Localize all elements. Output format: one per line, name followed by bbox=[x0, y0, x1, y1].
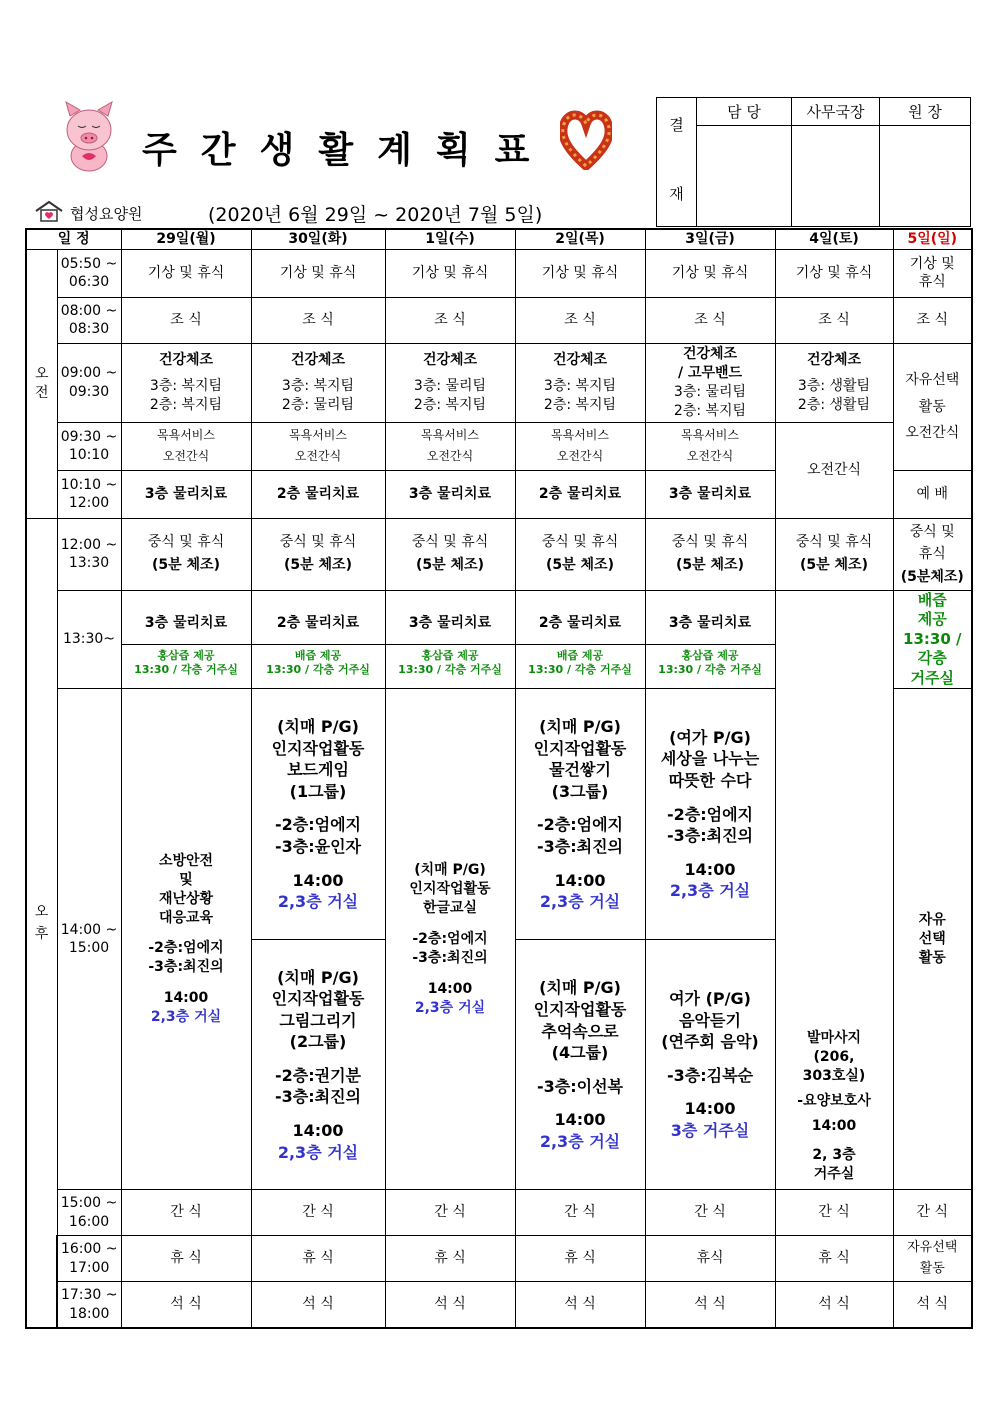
facility-name: 협성요양원 bbox=[70, 205, 143, 223]
dinner-cell: 석 식 bbox=[645, 1282, 775, 1328]
time-end: 15:00 bbox=[68, 940, 110, 957]
approval-label bbox=[657, 98, 697, 227]
place-label: 2,3층 거실 bbox=[277, 1142, 359, 1162]
place-label: 2,3층 거실 bbox=[150, 1009, 222, 1026]
dinner-cell: 석 식 bbox=[121, 1282, 251, 1328]
text-line: 자유선택 bbox=[907, 1240, 958, 1256]
drink-place: 13:30 / 각층 거주실 bbox=[658, 663, 762, 677]
text-line: 보드게임 bbox=[287, 760, 349, 780]
team-line: 2층: 복지팀 bbox=[543, 397, 617, 414]
text-line: -2층:엄에지 bbox=[537, 815, 623, 835]
text-line: -2층:엄에지 bbox=[275, 815, 361, 835]
bath-snack-cell bbox=[515, 422, 645, 470]
text-line: 인지작업활동 bbox=[409, 881, 491, 898]
time-start: 17:30 ~ bbox=[60, 1286, 118, 1303]
text-line: (연주회 음악) bbox=[661, 1032, 759, 1052]
snack-cell: 간 식 bbox=[121, 1190, 251, 1236]
text-line: -2층:엄에지 bbox=[148, 940, 224, 957]
text-line: 중식 및 bbox=[909, 523, 955, 540]
sign-staff[interactable] bbox=[697, 126, 792, 227]
time-start: 09:00 ~ bbox=[60, 365, 118, 381]
therapy-drink-cell bbox=[251, 590, 385, 689]
bath-label: 목욕서비스 bbox=[421, 427, 479, 442]
text-line: 14:00 bbox=[427, 980, 473, 997]
text-line: 14:00 bbox=[292, 870, 344, 890]
text-line bbox=[776, 1136, 893, 1146]
time-end: 08:30 bbox=[68, 321, 110, 338]
drink-label: 홍삼즙 제공 bbox=[421, 648, 479, 662]
dinner-cell: 석 식 bbox=[385, 1282, 515, 1328]
lunch-exercise: (5분 체조) bbox=[800, 557, 868, 574]
text-line: 그림그리기 bbox=[279, 1010, 357, 1030]
time-slot bbox=[57, 689, 121, 1190]
bath-snack-cell bbox=[645, 422, 775, 470]
team-line: 3층: 생활팀 bbox=[797, 378, 871, 395]
day-header: 30일(화) bbox=[251, 229, 385, 249]
exercise-label: 건강체조 bbox=[290, 351, 346, 368]
time-end: 06:30 bbox=[68, 274, 110, 291]
tue-program-cell bbox=[251, 689, 385, 1190]
text-line: 거주실 bbox=[813, 1165, 855, 1182]
team-line: 2층: 생활팀 bbox=[797, 397, 871, 414]
approval-box bbox=[656, 97, 971, 227]
breakfast-cell: 조 식 bbox=[775, 297, 893, 343]
time-end: 17:00 bbox=[69, 1259, 110, 1276]
text-line: 한글교실 bbox=[422, 900, 478, 917]
lunch-exercise: (5분 체조) bbox=[284, 557, 352, 574]
lunch-cell bbox=[645, 518, 775, 590]
therapy-cell: 3층 물리치료 bbox=[385, 470, 515, 518]
drink-label: 홍삼즙 제공 bbox=[681, 648, 739, 662]
therapy-cell: 3층 물리치료 bbox=[645, 470, 775, 518]
time-start: 09:30 ~ bbox=[60, 428, 118, 445]
bath-snack-cell bbox=[251, 422, 385, 470]
team-line: 2층: 복지팀 bbox=[149, 397, 223, 414]
period-am-char: 오 bbox=[34, 366, 49, 382]
therapy-cell: 2층 물리치료 bbox=[251, 470, 385, 518]
exercise-cell bbox=[385, 343, 515, 422]
time-start: 16:00 ~ bbox=[60, 1241, 118, 1257]
sunday-free-activity-cell bbox=[893, 689, 972, 1190]
text-line: (치매 P/G) bbox=[277, 967, 359, 987]
text-line: 14:00 bbox=[554, 1110, 606, 1130]
tue-program-2 bbox=[252, 940, 385, 1189]
fri-program-cell bbox=[645, 689, 775, 1190]
time-slot bbox=[57, 470, 121, 518]
text-line: 휴식 bbox=[918, 546, 946, 563]
lunch-exercise: (5분 체조) bbox=[152, 557, 220, 574]
mon-program-cell bbox=[121, 689, 251, 1190]
text-line: -3층:최진의 bbox=[275, 1087, 361, 1107]
sat-foot-massage-cell bbox=[775, 590, 893, 1190]
text-line: -요양보호사 bbox=[797, 1092, 871, 1109]
sign-director[interactable] bbox=[880, 126, 971, 227]
wed-program-cell bbox=[385, 689, 515, 1190]
wake-cell: 기상 및 휴식 bbox=[251, 249, 385, 297]
tue-program-1 bbox=[252, 689, 385, 940]
team-line: 2층: 복지팀 bbox=[413, 397, 487, 414]
period-am bbox=[26, 249, 57, 518]
team-line: 2층: 복지팀 bbox=[673, 402, 747, 419]
day-header: 1일(수) bbox=[385, 229, 515, 249]
wake-cell-sunday bbox=[893, 249, 972, 297]
drink-place: 13:30 / 각층 거주실 bbox=[398, 663, 502, 677]
time-slot bbox=[57, 1236, 121, 1282]
text-line: (치매 P/G) bbox=[277, 717, 359, 737]
place-label: 2,3층 거실 bbox=[414, 999, 486, 1016]
fri-program-1 bbox=[646, 689, 775, 940]
rest-cell: 휴 식 bbox=[775, 1236, 893, 1282]
wake-cell: 기상 및 휴식 bbox=[775, 249, 893, 297]
therapy-label: 3층 물리치료 bbox=[386, 602, 515, 645]
snack-cell: 간 식 bbox=[775, 1190, 893, 1236]
exercise-label: / 고무밴드 bbox=[677, 365, 743, 381]
wake-cell: 기상 및 휴식 bbox=[121, 249, 251, 297]
text-line: -3층:최진의 bbox=[667, 826, 753, 846]
exercise-label: 건강체조 bbox=[682, 346, 738, 363]
period-pm bbox=[26, 518, 57, 1328]
bath-snack-cell bbox=[385, 422, 515, 470]
rest-cell: 휴 식 bbox=[121, 1236, 251, 1282]
time-slot: 13:30~ bbox=[57, 590, 121, 689]
pig-mascot-icon bbox=[58, 98, 120, 174]
text-line: (206, bbox=[813, 1049, 855, 1066]
text-line: 인지작업활동 bbox=[271, 738, 365, 758]
exercise-label: 건강체조 bbox=[158, 351, 214, 368]
header-row bbox=[26, 229, 972, 249]
text-line: (치매 P/G) bbox=[539, 717, 621, 737]
approval-gyeol: 결 bbox=[669, 116, 684, 134]
breakfast-cell: 조 식 bbox=[893, 297, 972, 343]
time-start: 12:00 ~ bbox=[60, 536, 118, 553]
text-line: 인지작업활동 bbox=[533, 738, 627, 758]
time-start: 15:00 ~ bbox=[60, 1195, 118, 1211]
day-header: 29일(월) bbox=[121, 229, 251, 249]
text-line: (4그룹) bbox=[551, 1043, 609, 1063]
therapy-label: 3층 물리치료 bbox=[646, 602, 775, 645]
bath-label: 목욕서비스 bbox=[289, 427, 347, 442]
text-line: -2층:권기분 bbox=[275, 1065, 361, 1085]
exercise-cell bbox=[251, 343, 385, 422]
lunch-cell bbox=[775, 518, 893, 590]
drink-place: 13:30 / 각층 거주실 bbox=[134, 663, 238, 677]
exercise-cell bbox=[515, 343, 645, 422]
time-slot bbox=[57, 297, 121, 343]
text-line: 제공 bbox=[917, 610, 947, 629]
rest-cell: 휴 식 bbox=[385, 1236, 515, 1282]
breakfast-cell: 조 식 bbox=[121, 297, 251, 343]
day-header: 3일(금) bbox=[645, 229, 775, 249]
lunch-label: 중식 및 휴식 bbox=[541, 533, 619, 550]
text-line: 추억속으로 bbox=[541, 1021, 619, 1041]
time-slot bbox=[57, 249, 121, 297]
breakfast-cell: 조 식 bbox=[515, 297, 645, 343]
text-line: 14:00 bbox=[292, 1121, 344, 1141]
snack-cell: 간 식 bbox=[645, 1190, 775, 1236]
text-line: 발마사지 bbox=[806, 1030, 862, 1047]
schedule-header: 일 정 bbox=[26, 229, 121, 249]
text-line: (1그룹) bbox=[289, 781, 347, 801]
drink-place: 13:30 / 각층 거주실 bbox=[528, 663, 632, 677]
text-line: 선택 bbox=[918, 930, 946, 947]
snack-label: 오전간식 bbox=[686, 449, 734, 464]
text-line: 따뜻한 수다 bbox=[668, 771, 752, 790]
therapy-drink-cell bbox=[121, 590, 251, 689]
text-line: 배즙 bbox=[917, 590, 947, 609]
schedule-period: (2020년 6월 29일 ~ 2020년 7월 5일) bbox=[208, 204, 543, 226]
text-line: 14:00 bbox=[684, 1099, 736, 1119]
role-secretary-general: 사무국장 bbox=[792, 98, 880, 126]
rest-cell: 휴 식 bbox=[515, 1236, 645, 1282]
dinner-cell: 석 식 bbox=[893, 1282, 972, 1328]
sign-secretary-general[interactable] bbox=[792, 126, 880, 227]
role-director: 원 장 bbox=[880, 98, 971, 126]
time-end: 12:00 bbox=[68, 495, 110, 512]
dinner-cell: 석 식 bbox=[251, 1282, 385, 1328]
text-line: 소방안전 bbox=[158, 852, 214, 869]
time-start: 14:00 ~ bbox=[60, 921, 118, 938]
text-line: 14:00 bbox=[684, 859, 736, 879]
text-line: (치매 P/G) bbox=[414, 862, 486, 879]
place-label: 2,3층 거실 bbox=[539, 892, 621, 912]
text-line: 재난상황 bbox=[158, 890, 214, 907]
lunch-label: 중식 및 휴식 bbox=[147, 533, 225, 550]
bath-label: 목욕서비스 bbox=[551, 427, 609, 442]
text-line: 오전간식 bbox=[905, 425, 960, 442]
text-line: 14:00 bbox=[163, 990, 209, 1007]
breakfast-cell: 조 식 bbox=[251, 297, 385, 343]
text-line: 인지작업활동 bbox=[271, 989, 365, 1009]
snack-cell: 간 식 bbox=[251, 1190, 385, 1236]
place-label: 3층 거주실 bbox=[670, 1121, 750, 1141]
team-line: 3층: 물리팀 bbox=[413, 378, 487, 395]
breakfast-cell: 조 식 bbox=[385, 297, 515, 343]
exercise-cell bbox=[645, 343, 775, 422]
time-slot bbox=[57, 518, 121, 590]
time-start: 05:50 ~ bbox=[60, 255, 118, 272]
lunch-label: 중식 및 휴식 bbox=[671, 533, 749, 550]
text-line: 음악듣기 bbox=[679, 1010, 741, 1030]
snack-cell: 간 식 bbox=[385, 1190, 515, 1236]
wake-cell: 기상 및 휴식 bbox=[385, 249, 515, 297]
therapy-cell: 2층 물리치료 bbox=[515, 470, 645, 518]
dinner-cell: 석 식 bbox=[775, 1282, 893, 1328]
drink-place: 13:30 / 각층 거주실 bbox=[266, 663, 370, 677]
text-line: 휴식 bbox=[918, 274, 946, 291]
lunch-exercise: (5분 체조) bbox=[546, 557, 614, 574]
team-line: 3층: 복지팀 bbox=[543, 378, 617, 395]
lunch-label: 중식 및 휴식 bbox=[279, 533, 357, 550]
lunch-cell bbox=[251, 518, 385, 590]
rest-cell: 휴식 bbox=[645, 1236, 775, 1282]
exercise-label: 건강체조 bbox=[422, 351, 478, 368]
text-line: 인지작업활동 bbox=[533, 999, 627, 1019]
snack-cell: 간 식 bbox=[515, 1190, 645, 1236]
text-line: 여가 (P/G) bbox=[669, 989, 751, 1009]
thu-program-2 bbox=[516, 940, 645, 1189]
therapy-label: 2층 물리치료 bbox=[252, 602, 385, 645]
team-line: 3층: 복지팀 bbox=[149, 378, 223, 395]
time-slot bbox=[57, 1190, 121, 1236]
place-label: 2,3층 거실 bbox=[539, 1131, 621, 1151]
drink-label: 배즙 제공 bbox=[294, 648, 342, 662]
rest-cell-sunday bbox=[893, 1236, 972, 1282]
lunch-cell-sunday bbox=[893, 518, 972, 590]
bath-label: 목욕서비스 bbox=[681, 427, 739, 442]
text-line: 거주실 bbox=[910, 668, 954, 687]
text-line: -3층:최진의 bbox=[537, 836, 623, 856]
text-line: 14:00 bbox=[811, 1117, 857, 1134]
team-line: 3층: 복지팀 bbox=[281, 378, 355, 395]
therapy-cell: 3층 물리치료 bbox=[121, 470, 251, 518]
text-line: -3층:윤인자 bbox=[275, 836, 361, 856]
exercise-cell bbox=[775, 343, 893, 422]
text-line: 세상을 나누는 bbox=[660, 749, 760, 769]
text-line: 자유 bbox=[918, 912, 946, 929]
therapy-label: 2층 물리치료 bbox=[516, 602, 645, 645]
period-pm-char: 후 bbox=[34, 925, 49, 942]
snack-label: 오전간식 bbox=[294, 449, 342, 464]
snack-label: 오전간식 bbox=[556, 449, 604, 464]
bath-snack-cell bbox=[121, 422, 251, 470]
time-end: 18:00 bbox=[69, 1305, 110, 1322]
team-line: 3층: 물리팀 bbox=[673, 383, 747, 400]
period-pm-char: 오 bbox=[34, 903, 49, 920]
thu-program-cell bbox=[515, 689, 645, 1190]
place-label: 2,3층 거실 bbox=[277, 892, 359, 912]
approval-jae: 재 bbox=[669, 185, 684, 203]
text-line: -3층:최진의 bbox=[148, 959, 224, 976]
time-start: 08:00 ~ bbox=[60, 302, 118, 319]
time-end: 09:30 bbox=[68, 383, 110, 400]
team-line: 2층: 물리팀 bbox=[281, 397, 355, 414]
therapy-drink-cell bbox=[645, 590, 775, 689]
therapy-drink-cell bbox=[515, 590, 645, 689]
house-logo-icon bbox=[34, 200, 64, 222]
sunday-morning-cell bbox=[893, 343, 972, 470]
text-line: 각층 bbox=[917, 649, 947, 668]
time-slot bbox=[57, 422, 121, 470]
lunch-exercise: (5분 체조) bbox=[676, 557, 744, 574]
text-line: -2층:엄에지 bbox=[667, 804, 753, 824]
text-line: 활동 bbox=[918, 949, 946, 966]
therapy-label: 3층 물리치료 bbox=[122, 602, 251, 645]
day-header-sunday: 5일(일) bbox=[893, 229, 972, 249]
text-line: 기상 및 bbox=[909, 255, 955, 272]
text-line: -2층:엄에지 bbox=[412, 930, 488, 947]
time-end: 16:00 bbox=[68, 1213, 110, 1230]
exercise-cell bbox=[121, 343, 251, 422]
breakfast-cell: 조 식 bbox=[645, 297, 775, 343]
text-line: (치매 P/G) bbox=[539, 978, 621, 998]
lunch-cell bbox=[121, 518, 251, 590]
text-line: 물건쌓기 bbox=[549, 760, 611, 780]
text-line: 활동 bbox=[919, 1260, 945, 1276]
text-line: (3그룹) bbox=[551, 781, 609, 801]
snack-label: 오전간식 bbox=[162, 449, 210, 464]
text-line: (5분체조) bbox=[900, 568, 964, 585]
text-line: (여가 P/G) bbox=[669, 727, 751, 747]
wake-cell: 기상 및 휴식 bbox=[645, 249, 775, 297]
lunch-label: 중식 및 휴식 bbox=[411, 533, 489, 550]
sunday-drink-cell bbox=[893, 590, 972, 689]
text-line: 13:30 / bbox=[903, 629, 962, 648]
flower-heart-icon bbox=[560, 106, 612, 170]
snack-cell: 간 식 bbox=[893, 1190, 972, 1236]
time-start: 10:10 ~ bbox=[60, 476, 118, 493]
time-slot bbox=[57, 1282, 121, 1328]
exercise-label: 건강체조 bbox=[552, 351, 608, 368]
drink-label: 배즙 제공 bbox=[556, 648, 604, 662]
dinner-cell: 석 식 bbox=[515, 1282, 645, 1328]
therapy-drink-cell bbox=[385, 590, 515, 689]
text-line: 2, 3층 bbox=[812, 1146, 856, 1163]
text-line: 대응교육 bbox=[158, 909, 214, 926]
text-line: 303호실) bbox=[802, 1067, 866, 1084]
time-slot bbox=[57, 343, 121, 422]
text-line: -3층:이선복 bbox=[537, 1076, 623, 1096]
thu-program-1 bbox=[516, 689, 645, 940]
place-label: 2,3층 거실 bbox=[669, 881, 751, 901]
period-am-char: 전 bbox=[34, 384, 49, 401]
snack-label: 오전간식 bbox=[426, 449, 474, 464]
time-end: 13:30 bbox=[68, 555, 110, 572]
text-line: -3층:최진의 bbox=[412, 949, 488, 966]
page-title: 주간생활계획표 bbox=[142, 130, 554, 171]
lunch-cell bbox=[385, 518, 515, 590]
drink-label: 홍삼즙 제공 bbox=[157, 648, 215, 662]
rest-cell: 휴 식 bbox=[251, 1236, 385, 1282]
lunch-cell bbox=[515, 518, 645, 590]
wake-cell: 기상 및 휴식 bbox=[515, 249, 645, 297]
sat-snack-cell: 오전간식 bbox=[775, 422, 893, 518]
text-line: 활동 bbox=[918, 398, 946, 415]
text-line: -3층:김복순 bbox=[667, 1065, 753, 1085]
text-line: 14:00 bbox=[554, 870, 606, 890]
lunch-label: 중식 및 휴식 bbox=[795, 533, 873, 550]
bath-label: 목욕서비스 bbox=[157, 427, 215, 442]
text-line: 자유선택 bbox=[905, 372, 960, 388]
day-header: 4일(토) bbox=[775, 229, 893, 249]
text-line: 및 bbox=[179, 871, 193, 888]
lunch-exercise: (5분 체조) bbox=[416, 557, 484, 574]
time-end: 10:10 bbox=[68, 447, 110, 464]
role-staff: 담 당 bbox=[697, 98, 792, 126]
weekly-schedule-table bbox=[25, 228, 973, 1329]
worship-cell: 예 배 bbox=[893, 470, 972, 518]
text-line: (2그룹) bbox=[289, 1032, 347, 1052]
exercise-label: 건강체조 bbox=[806, 351, 862, 368]
fri-program-2 bbox=[646, 940, 775, 1189]
day-header: 2일(목) bbox=[515, 229, 645, 249]
